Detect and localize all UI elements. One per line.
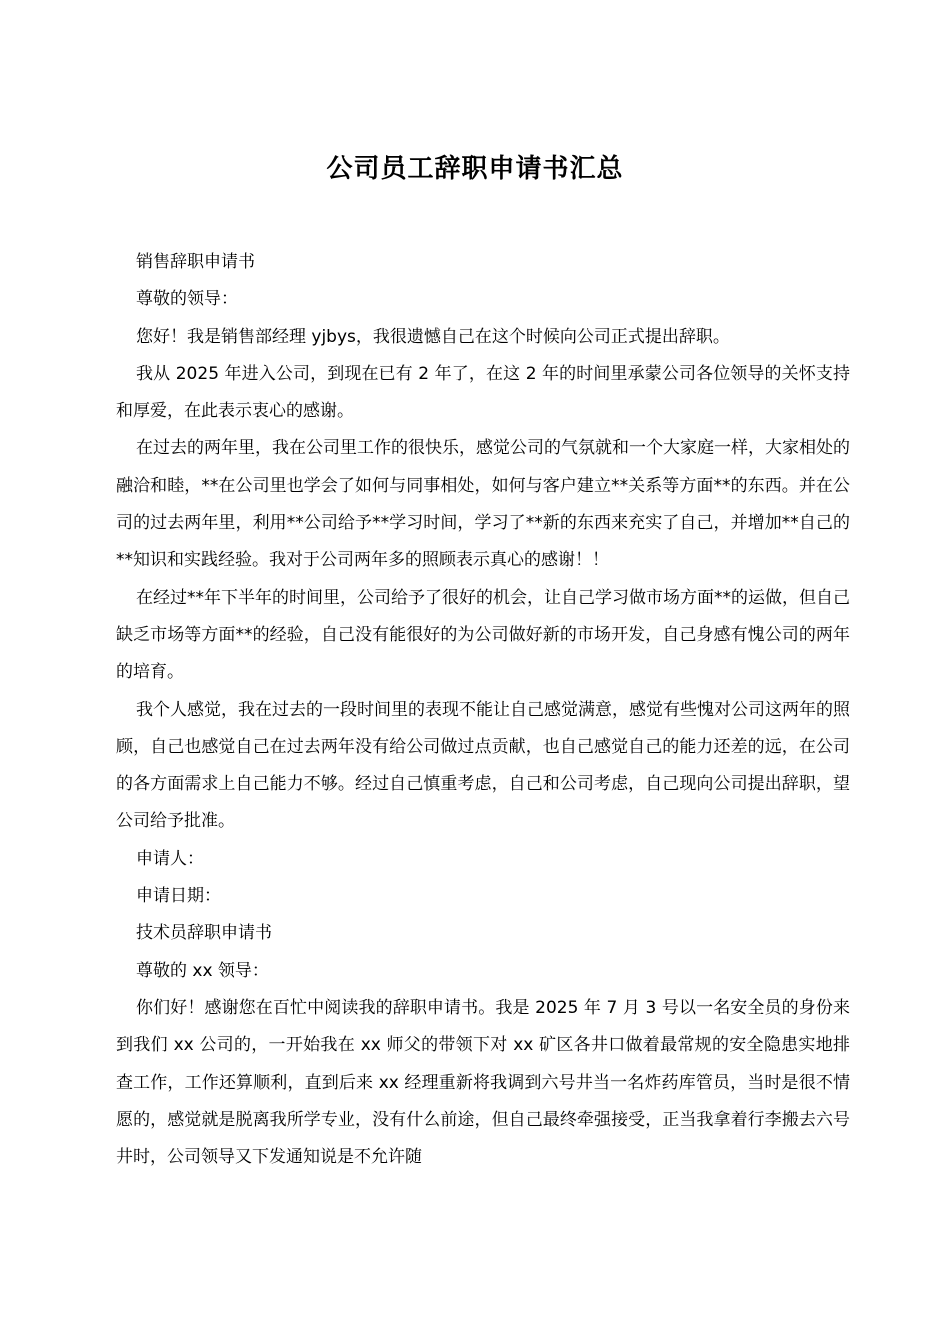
section-heading-sales: 销售辞职申请书 xyxy=(136,252,255,272)
paragraph: 我从 2025 年进入公司，到现在已有 2 年了，在这 2 年的时间里承蒙公司各位领导的关怀支持和厚爱，在此表示衷心的感谢。 xyxy=(116,363,850,422)
paragraph: 在经过**年下半年的时间里，公司给予了很好的机会，让自己学习做市场方面**的运做，但自己缺乏市场等方面**的经验，自己没有能很好的为公司做好新的市场开发，自己身感有愧公司的两年的培育。 xyxy=(116,587,850,683)
paragraph: 在过去的两年里，我在公司里工作的很快乐，感觉公司的气氛就和一个大家庭一样，大家相处的融洽和睦，**在公司里也学会了如何与同事相处，如何与客户建立**关系等方面**的东西。并在公司的过去两年里，利用**公司给予**学习时间，学习了**新的东西来充实了自己，并增加**自己的**知识和实践经验。我对于公司两年多的照顾表示真心的感谢！！ xyxy=(116,438,850,571)
salutation: 尊敬的 xx 领导： xyxy=(136,960,269,981)
salutation: 尊敬的领导： xyxy=(136,289,238,310)
applicant-line: 申请人： xyxy=(136,848,204,869)
paragraph: 你们好！感谢您在百忙中阅读我的辞职申请书。我是 2025 年 7 月 3 号以一名安全员的身份来到我们 xx 公司的，一开始我在 xx 师父的带领下对 xx 矿区各井口做着最常规的安全隐患实地排查工作，工作还算顺利，直到后来 xx 经理重新将我调到六号井当一名炸药库管员，当时是很不情愿的，感觉就是脱离我所学专业，没有什么前途，但自己最终牵强接受，正当我拿着行李搬去六号井时，公司领导又下发通知说是不允许随 xyxy=(116,997,850,1168)
document-title: 公司员工辞职申请书汇总 xyxy=(326,154,624,185)
paragraph: 我个人感觉，我在过去的一段时间里的表现不能让自己感觉满意，感觉有些愧对公司这两年的照顾，自己也感觉自己在过去两年没有给公司做过点贡献，也自己感觉自己的能力还差的远，在公司的各方面需求上自己能力不够。经过自己慎重考虑，自己和公司考虑，自己现向公司提出辞职，望公司给予批准。 xyxy=(116,699,850,832)
document-body xyxy=(116,244,850,1176)
section-heading-technician: 技术员辞职申请书 xyxy=(136,923,272,944)
application-date-line: 申请日期： xyxy=(136,886,221,907)
paragraph: 您好！我是销售部经理 yjbys，我很遗憾自己在这个时候向公司正式提出辞职。 xyxy=(136,326,730,347)
